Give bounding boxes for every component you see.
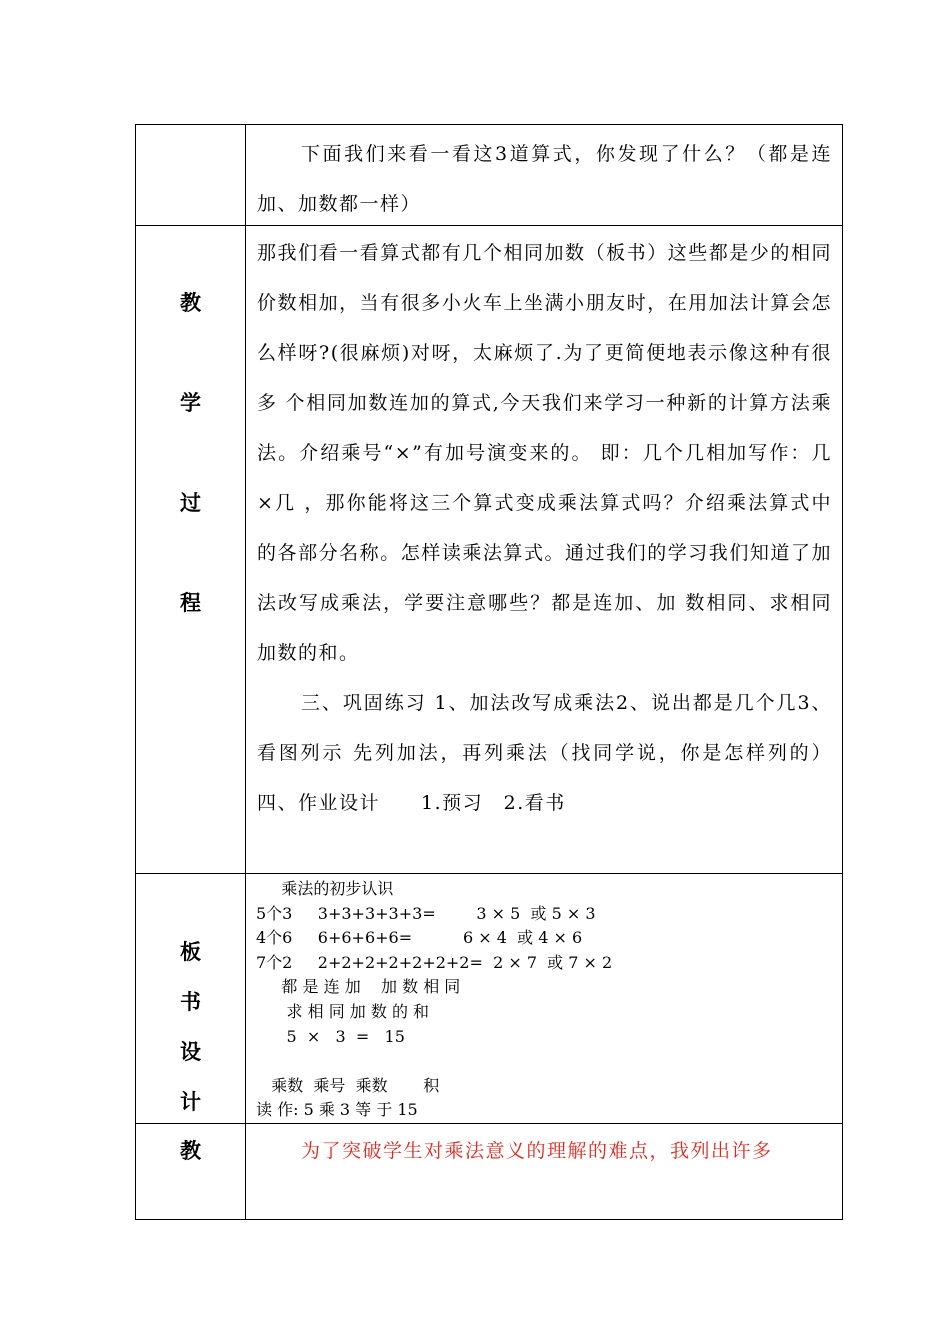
row2-label-char-1: 教	[180, 290, 201, 315]
row2-label-char-4: 程	[180, 590, 201, 615]
board-line: 乘法的初步认识	[256, 879, 394, 898]
row3-label-char-3: 设	[180, 1039, 201, 1064]
board-line	[256, 1049, 832, 1074]
board-line: 5 × 3 = 15	[256, 1026, 405, 1046]
board-line: 读 作: 5 乘 3 等 于 15	[256, 1100, 418, 1120]
row3-label-char-2: 书	[180, 989, 201, 1014]
row2-label-char-2: 学	[180, 390, 201, 415]
row1-content	[257, 129, 832, 229]
row-divider	[136, 873, 842, 874]
board-line: 都 是 连 加 加 数 相 同	[256, 977, 461, 997]
lesson-plan-table	[135, 124, 843, 1220]
row2-content	[257, 228, 832, 828]
row2-label-char-3: 过	[180, 490, 201, 515]
board-design	[256, 877, 832, 1123]
board-line: 7个2 2+2+2+2+2+2+2= 2 × 7 或 7 × 2	[256, 952, 613, 972]
practice-paragraph: 三、巩固练习 1、加法改写成乘法2、说出都是几个几3、看图列示 先列加法，再列乘法（找同学说，你是怎样列的）四、作业设计 1.预习 2.看书	[257, 692, 832, 814]
board-line: 4个6 6+6+6+6= 6 × 4 或 4 × 6	[256, 928, 583, 948]
row4-label-char-1: 教	[180, 1138, 201, 1163]
board-line: 乘数 乘号 乘数 积	[256, 1075, 440, 1095]
row-divider	[136, 1123, 842, 1124]
row1-text: 下面我们来看一看这3道算式，你发现了什么？（都是连加、加数都一样）	[257, 143, 832, 215]
board-line: 求 相 同 加 数 的 和	[256, 1001, 430, 1021]
column-divider	[245, 125, 246, 1219]
row4-content	[257, 1126, 832, 1176]
row3-label-char-1: 板	[180, 939, 201, 964]
board-line: 5个3 3+3+3+3+3= 3 × 5 或 5 × 3	[256, 903, 596, 923]
reflection-text: 为了突破学生对乘法意义的理解的难点，我列出许多	[301, 1140, 773, 1162]
row3-label-char-4: 计	[180, 1089, 201, 1114]
teaching-process-paragraph: 那我们看一看算式都有几个相同加数（板书）这些都是少的相同价数相加，当有很多小火车上坐满小朋友时，在用加法计算会怎么样呀?(很麻烦)对呀，太麻烦了.为了更简便地表示像这种有很多 个相同加数连加的算式,今天我们来学习一种新的计算方法乘法。介绍乘号“×”有加号演变来的。 即：几个几相加写作：几×几 ，那你能将这三个算式变成乘法算式吗？介绍乘法算式中的各部分名称。怎样读乘法算式。通过我们的学习我们知道了加法改写成乘法，学要注意哪些？都是连加、加 数相同、求相同加数的和。	[257, 242, 832, 664]
